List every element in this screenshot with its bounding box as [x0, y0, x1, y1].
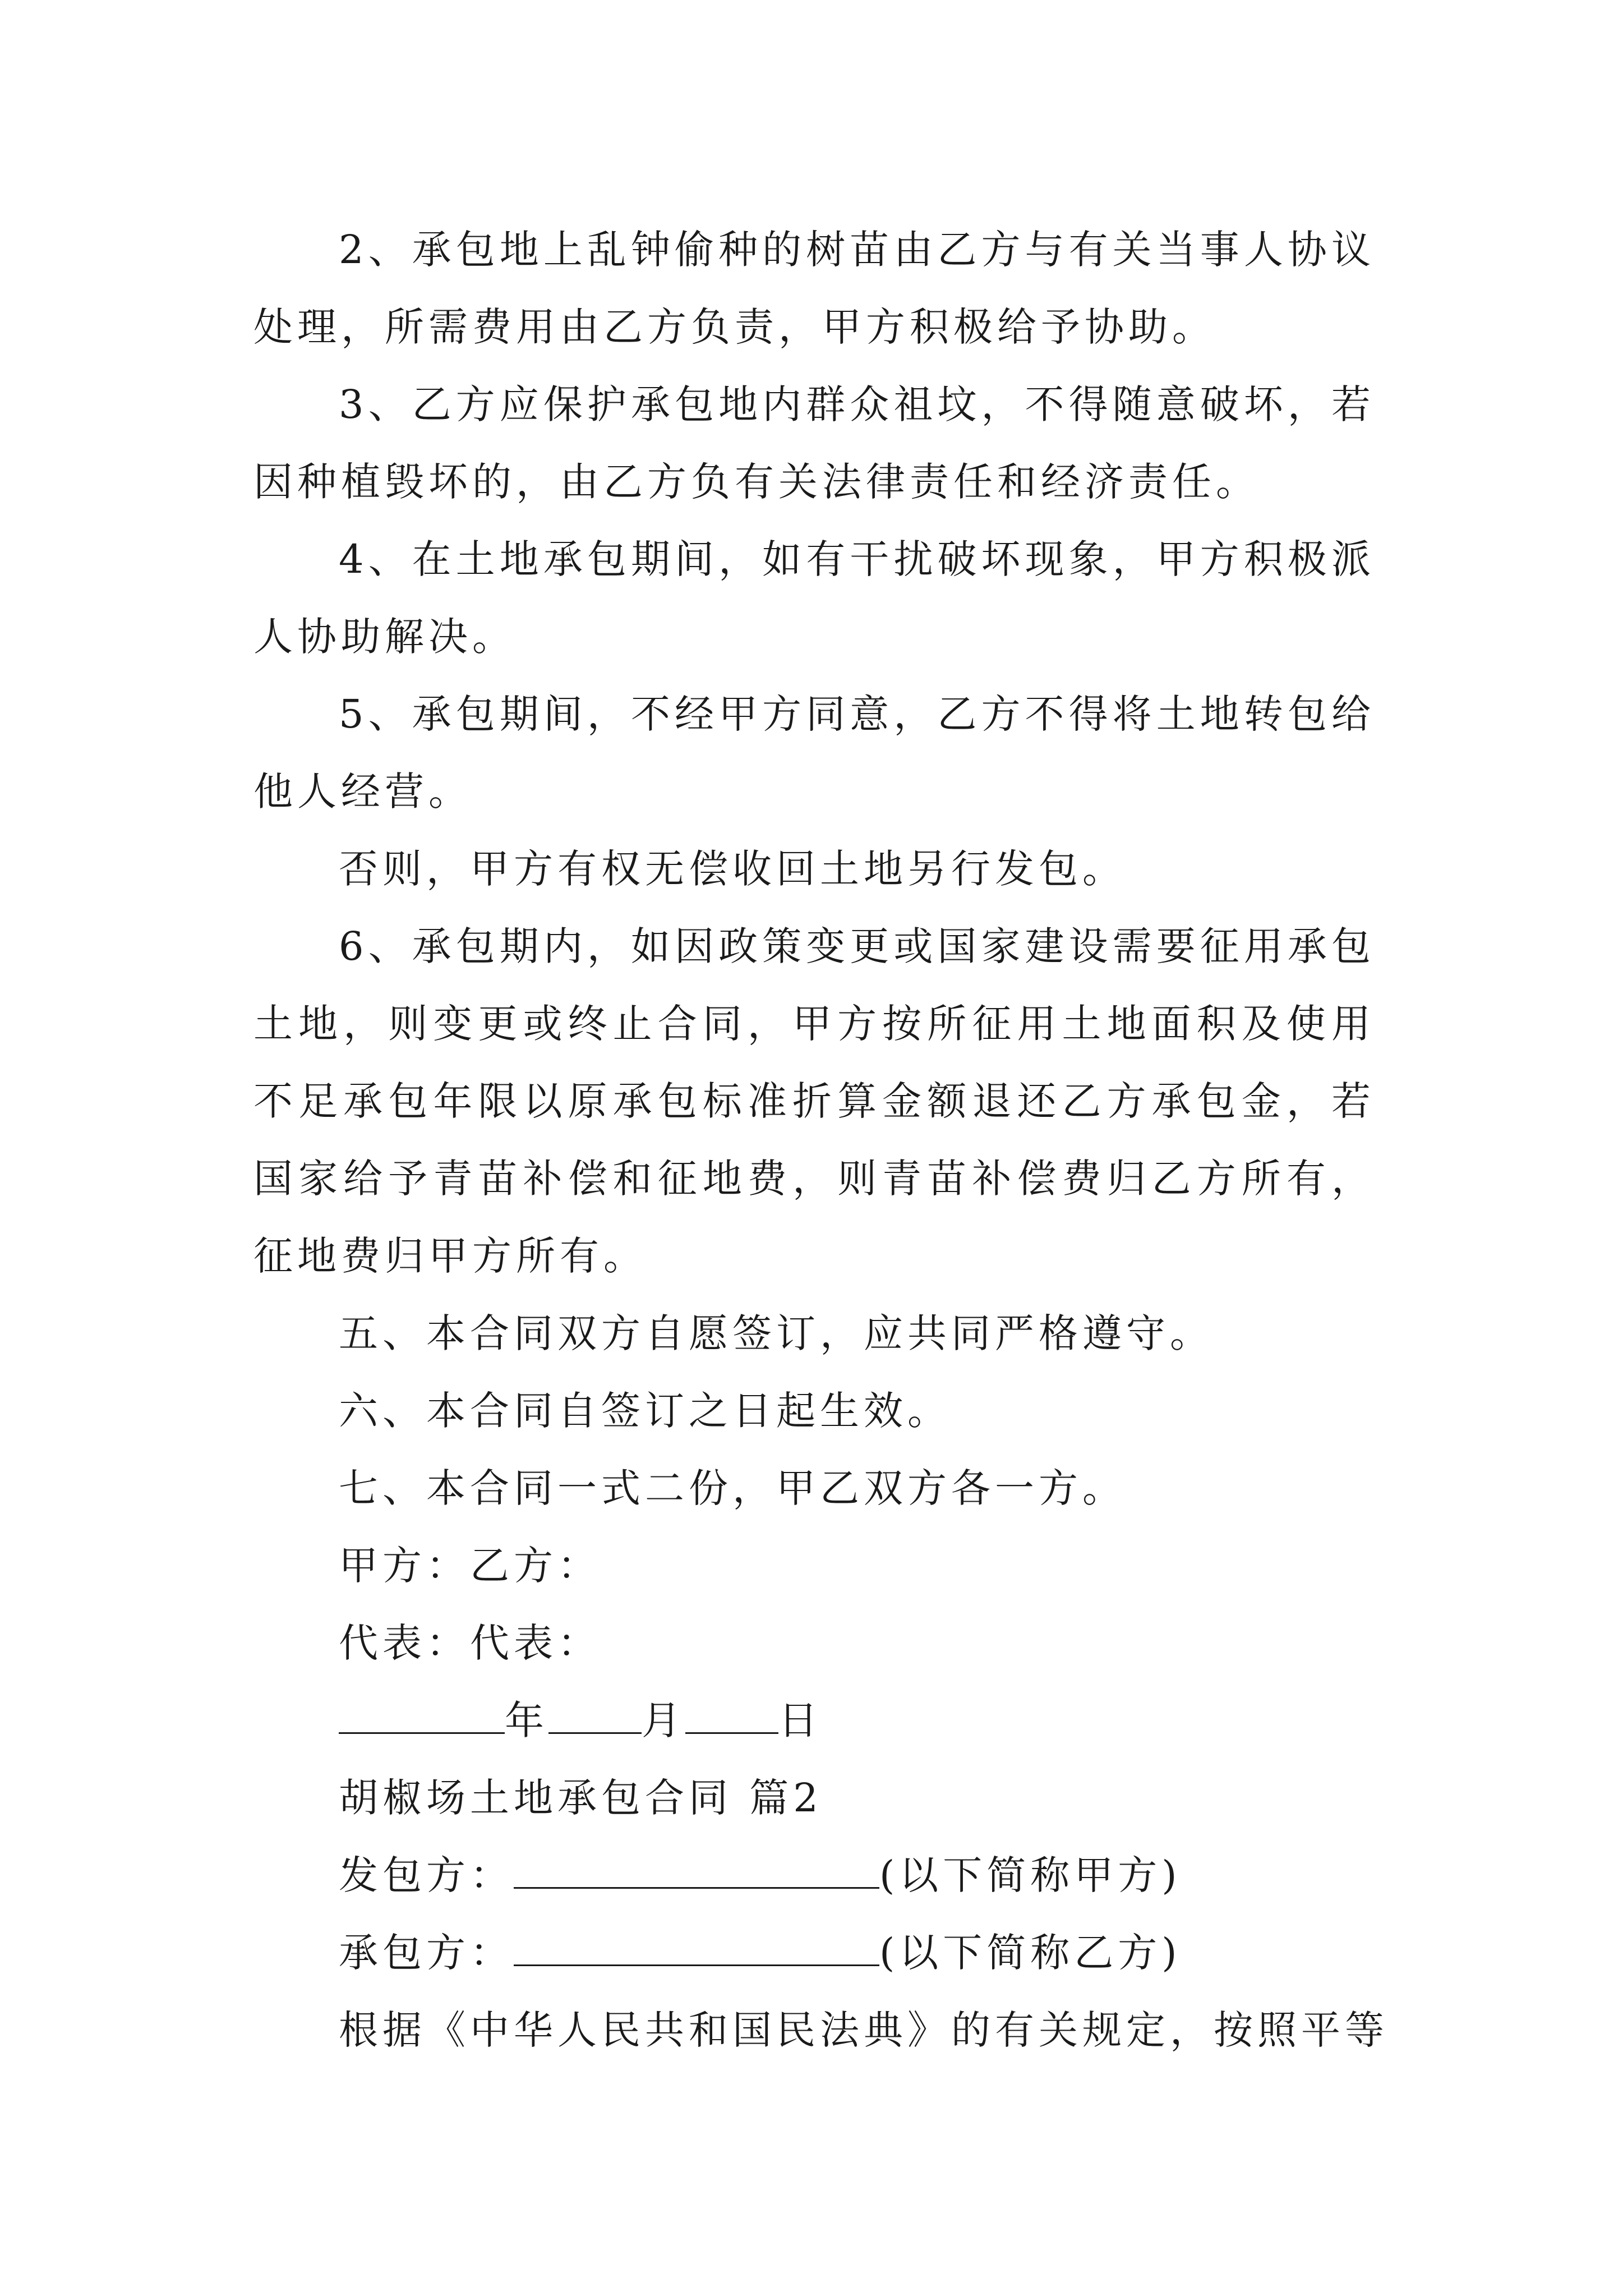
- day-label: 日: [778, 1697, 822, 1743]
- otherwise-paragraph: 否则，甲方有权无偿收回土地另行发包。: [339, 846, 1126, 892]
- contractor-label: 承包方：: [339, 1930, 514, 1976]
- clause-5-paragraph: 5、承包期间，不经甲方同意，乙方不得将土地转包给他人经营。: [253, 691, 1375, 815]
- employer-blank: [514, 1852, 879, 1889]
- contractor-blank: [514, 1930, 879, 1966]
- document-body: [253, 211, 1389, 2069]
- employer-line: [253, 1837, 1375, 1914]
- contractor-suffix: (以下简称乙方): [879, 1930, 1182, 1976]
- representative-signature-line: 代表：代表：: [339, 1620, 601, 1666]
- clause-3-paragraph: 3、乙方应保护承包地内群众祖坟，不得随意破坏，若因种植毁坏的，由乙方负有关法律责任和经济责任。: [253, 381, 1375, 505]
- month-label: 月: [642, 1697, 685, 1743]
- article-seven-paragraph: 七、本合同一式二份，甲乙双方各一方。: [339, 1465, 1126, 1511]
- article-six-paragraph: 六、本合同自签订之日起生效。: [339, 1388, 951, 1434]
- section-title: 胡椒场土地承包合同 篇2: [339, 1775, 823, 1821]
- date-line: [253, 1682, 1375, 1759]
- clause-6-paragraph: 6、承包期内，如因政策变更或国家建设需要征用承包土地，则变更或终止合同，甲方按所征用土地面积及使用不足承包年限以原承包标准折算金额退还乙方承包金，若国家给予青苗补偿和征地费，则青苗补偿费归乙方所有，征地费归甲方所有。: [253, 923, 1375, 1279]
- month-blank: [548, 1697, 642, 1734]
- year-blank: [339, 1697, 505, 1734]
- contractor-line: [253, 1914, 1375, 1991]
- employer-label: 发包方：: [339, 1852, 514, 1898]
- article-five-paragraph: 五、本合同双方自愿签订，应共同严格遵守。: [339, 1310, 1214, 1356]
- year-label: 年: [505, 1697, 548, 1743]
- party-signature-line: 甲方：乙方：: [339, 1543, 601, 1589]
- clause-4-paragraph: 4、在土地承包期间，如有干扰破坏现象，甲方积极派人协助解决。: [253, 536, 1375, 660]
- day-blank: [685, 1697, 778, 1734]
- clause-2-paragraph: 2、承包地上乱钟偷种的树苗由乙方与有关当事人协议处理，所需费用由乙方负责，甲方积极给予协助。: [253, 227, 1375, 350]
- employer-suffix: (以下简称甲方): [879, 1852, 1182, 1898]
- legal-basis-line: 根据《中华人民共和国民法典》的有关规定，按照平等: [339, 2007, 1389, 2053]
